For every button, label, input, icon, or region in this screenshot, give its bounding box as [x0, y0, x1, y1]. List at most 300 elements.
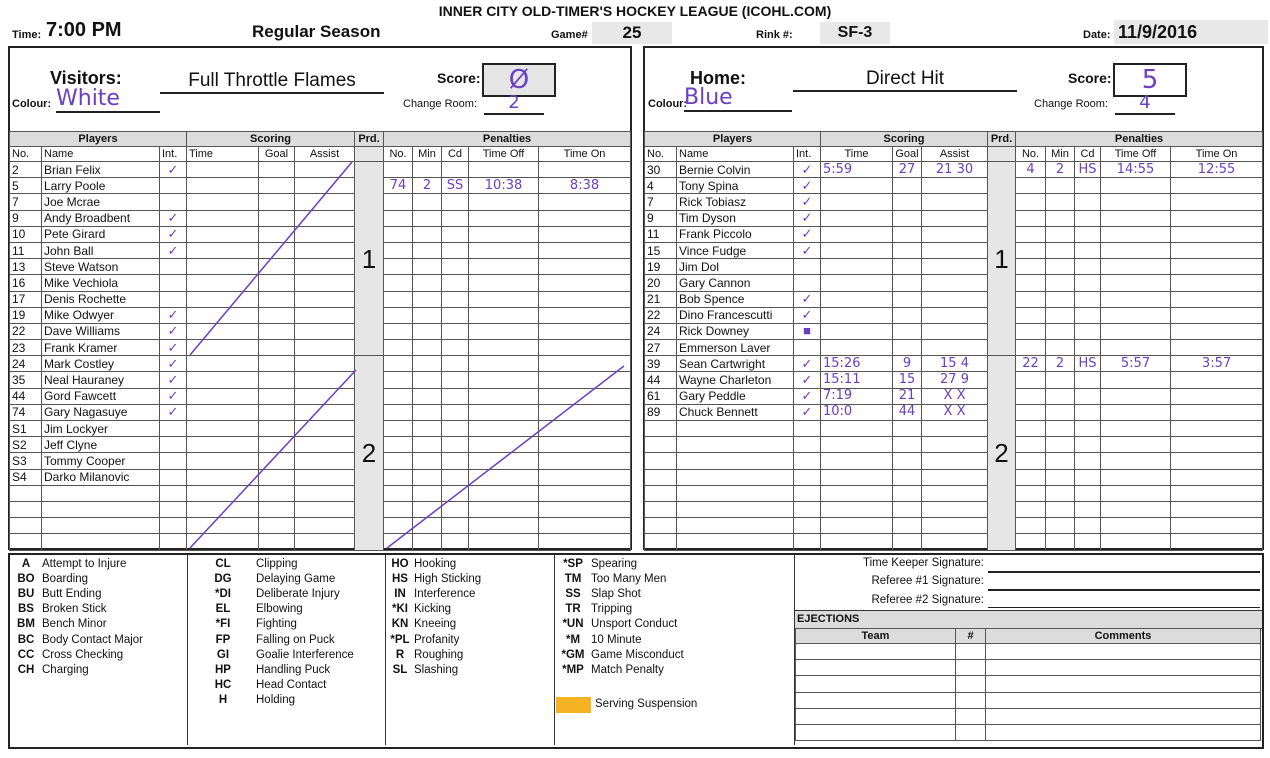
penalty-code: *UN [562, 618, 584, 631]
score-time[interactable]: 5:59 [821, 162, 893, 178]
col-name: Name [677, 147, 794, 162]
penalty-code: KN [391, 618, 409, 631]
list-item [192, 602, 384, 617]
penalty-desc: Boarding [42, 572, 89, 585]
players-header: Players [10, 132, 187, 147]
penalty-desc: Tripping [591, 603, 633, 616]
player-no: 23 [10, 340, 42, 356]
player-no: 22 [645, 307, 677, 323]
date-value: 11/9/2016 [1114, 20, 1268, 44]
player-no: S1 [10, 421, 42, 437]
prd-header: Prd. [988, 132, 1016, 147]
player-name[interactable]: Tim Dyson [677, 210, 794, 226]
visitors-label: Visitors: [50, 68, 122, 88]
ej-comment[interactable] [986, 676, 1261, 692]
pen-min[interactable]: 2 [1046, 356, 1075, 372]
penalty-code: IN [394, 587, 406, 600]
time-label: Time: [12, 29, 42, 41]
table-row [796, 708, 1261, 724]
pen-cd[interactable]: HS [1075, 162, 1101, 178]
list-item [388, 647, 552, 662]
player-no: 21 [645, 291, 677, 307]
player-name[interactable]: Bernie Colvin [677, 162, 794, 178]
list-item [557, 571, 789, 586]
list-item [12, 586, 182, 601]
player-no: 16 [10, 275, 42, 291]
ej-team[interactable] [796, 708, 956, 724]
list-item [12, 647, 182, 662]
suspension-label: Serving Suspension [595, 698, 698, 710]
player-int: ✓ [160, 388, 187, 404]
timekeeper-label: Time Keeper Signature: [862, 557, 984, 569]
player-int: ✓ [160, 323, 187, 339]
penalty-desc: Body Contact Major [42, 633, 143, 646]
score-time[interactable]: 10:0 [821, 404, 893, 420]
ref2-signature[interactable] [988, 607, 1260, 608]
score-assist[interactable]: X X [922, 388, 988, 404]
player-name[interactable]: Pete Girard [42, 226, 160, 242]
table-row [796, 676, 1261, 692]
player-name[interactable]: Bob Spence [677, 291, 794, 307]
player-name[interactable]: Gord Fawcett [42, 388, 160, 404]
penalty-code: HO [391, 557, 409, 570]
ej-team[interactable] [796, 644, 956, 660]
player-name[interactable]: Steve Watson [42, 259, 160, 275]
player-no: S4 [10, 469, 42, 485]
player-name[interactable]: Chuck Bennett [677, 404, 794, 420]
ej-comment[interactable] [986, 660, 1261, 676]
player-no: 20 [645, 275, 677, 291]
ej-comment[interactable] [986, 644, 1261, 660]
score-time[interactable]: 15:11 [821, 372, 893, 388]
penalties-header: Penalties [1016, 132, 1263, 147]
legend-col-1 [12, 556, 182, 678]
pen-time-on[interactable]: 3:57 [1171, 356, 1263, 372]
col-timeoff: Time Off [1101, 147, 1171, 162]
ej-number[interactable] [956, 644, 986, 660]
col-min: Min [413, 147, 442, 162]
penalty-desc: Hooking [414, 557, 457, 570]
player-no: 10 [10, 226, 42, 242]
player-name[interactable]: Jeff Clyne [42, 437, 160, 453]
player-name[interactable]: Brian Felix [42, 162, 160, 178]
home-team: Direct Hit [793, 68, 1017, 92]
player-name[interactable]: Neal Hauraney [42, 372, 160, 388]
penalty-code: BU [17, 587, 35, 600]
ref1-label: Referee #1 Signature: [871, 575, 984, 587]
player-name[interactable]: Rick Tobiasz [677, 194, 794, 210]
penalty-desc: Holding [256, 694, 295, 707]
game-time: 7:00 PM [46, 19, 122, 41]
strike-line [190, 370, 356, 548]
home-score-label: Score: [1068, 70, 1112, 86]
suspension-swatch [556, 697, 591, 713]
player-name[interactable]: Gary Nagasuye [42, 404, 160, 420]
player-int: ✓ [794, 307, 821, 323]
penalty-desc: Head Contact [256, 679, 327, 692]
pen-no[interactable]: 4 [1016, 162, 1046, 178]
col-pno: No. [1016, 147, 1046, 162]
period-1: 1 [988, 162, 1016, 356]
player-name[interactable]: Rick Downey [677, 323, 794, 339]
ref1-signature[interactable] [988, 589, 1260, 591]
score-time[interactable]: 7:19 [821, 388, 893, 404]
player-int: ✓ [160, 372, 187, 388]
penalty-desc: Elbowing [256, 603, 303, 616]
player-int: ✓ [794, 242, 821, 258]
list-item [192, 617, 384, 632]
score-assist[interactable]: 15 4 [922, 356, 988, 372]
period-1: 1 [355, 162, 384, 356]
list-item [12, 602, 182, 617]
player-no: 7 [645, 194, 677, 210]
ej-team[interactable] [796, 660, 956, 676]
player-no: 2 [10, 162, 42, 178]
player-int: ✓ [794, 372, 821, 388]
home-colour-label: Colour: [648, 98, 688, 110]
score-goal[interactable]: 44 [893, 404, 922, 420]
list-item [388, 602, 552, 617]
player-no: 39 [645, 356, 677, 372]
player-name[interactable]: Sean Cartwright [677, 356, 794, 372]
scoring-header: Scoring [821, 132, 988, 147]
list-item [192, 586, 384, 601]
player-name[interactable]: Jim Dol [677, 259, 794, 275]
penalty-code: EL [215, 603, 231, 616]
penalty-desc: Kicking [414, 603, 452, 616]
penalty-code: DG [214, 572, 232, 585]
list-item [557, 602, 789, 617]
penalty-desc: Falling on Puck [256, 633, 335, 646]
penalty-code: BO [17, 572, 35, 585]
legend-col-3 [388, 556, 552, 678]
player-name[interactable]: Frank Piccolo [677, 226, 794, 242]
penalties-header: Penalties [384, 132, 631, 147]
visitors-score: Ø [482, 63, 556, 97]
penalty-code: *GM [561, 648, 585, 661]
list-item [12, 571, 182, 586]
player-name[interactable]: Larry Poole [42, 178, 160, 194]
players-header: Players [645, 132, 821, 147]
penalty-desc: Delaying Game [256, 572, 336, 585]
ej-number[interactable] [956, 676, 986, 692]
rink-label: Rink #: [756, 29, 793, 41]
col-time: Time [821, 147, 893, 162]
score-goal[interactable]: 9 [893, 356, 922, 372]
player-name[interactable]: Andy Broadbent [42, 210, 160, 226]
player-name[interactable]: Gary Cannon [677, 275, 794, 291]
penalty-code: *FI [215, 618, 231, 631]
col-timeon: Time On [539, 147, 631, 162]
col-assist: Assist [922, 147, 988, 162]
table-row [796, 644, 1261, 660]
home-room: 4 [1115, 92, 1175, 115]
penalty-code: HC [214, 679, 232, 692]
player-int: ✓ [794, 210, 821, 226]
score-goal[interactable]: 27 [893, 162, 922, 178]
penalty-code: R [395, 648, 405, 661]
player-int: ✓ [794, 162, 821, 178]
list-item [557, 662, 789, 677]
penalty-desc: 10 Minute [591, 633, 642, 646]
player-name[interactable]: Dave Williams [42, 323, 160, 339]
player-name[interactable]: Gary Peddle [677, 388, 794, 404]
timekeeper-signature[interactable] [988, 571, 1260, 573]
list-item [12, 617, 182, 632]
score-assist[interactable]: 21 30 [922, 162, 988, 178]
score-assist[interactable]: X X [922, 404, 988, 420]
player-name[interactable]: Vince Fudge [677, 242, 794, 258]
list-item [388, 556, 552, 571]
score-goal[interactable]: 15 [893, 372, 922, 388]
home-room-label: Change Room: [1034, 98, 1108, 110]
scoring-header: Scoring [187, 132, 355, 147]
player-int: ✓ [794, 291, 821, 307]
list-item [192, 662, 384, 677]
player-int: ✓ [160, 307, 187, 323]
player-no: 27 [645, 340, 677, 356]
player-no: 5 [10, 178, 42, 194]
col-name: Name [42, 147, 160, 162]
penalty-code: CL [215, 557, 231, 570]
player-no: 44 [645, 372, 677, 388]
penalty-code: *DI [215, 587, 231, 600]
ej-number[interactable] [956, 660, 986, 676]
penalty-desc: Handling Puck [256, 663, 331, 676]
list-item [192, 693, 384, 708]
penalty-desc: Slashing [414, 663, 459, 676]
penalty-desc: Roughing [414, 648, 464, 661]
visitors-room-label: Change Room: [403, 98, 477, 110]
player-no: S2 [10, 437, 42, 453]
list-item [557, 647, 789, 662]
penalty-desc: Interference [414, 587, 476, 600]
col-timeon: Time On [1171, 147, 1263, 162]
player-int: ✓ [160, 242, 187, 258]
ej-number[interactable] [956, 708, 986, 724]
player-no: 15 [645, 242, 677, 258]
home-score: 5 [1113, 63, 1187, 97]
player-name[interactable]: Mike Odwyer [42, 307, 160, 323]
table-row [796, 724, 1261, 740]
player-name[interactable]: Tony Spina [677, 178, 794, 194]
strike-line [387, 366, 624, 548]
penalty-code: SL [392, 663, 408, 676]
penalty-desc: Spearing [591, 557, 638, 570]
penalty-code: FP [215, 633, 231, 646]
game-number: 25 [592, 22, 672, 44]
player-name[interactable]: Tommy Cooper [42, 453, 160, 469]
pen-cd[interactable]: SS [442, 178, 469, 194]
ref2-label: Referee #2 Signature: [871, 594, 984, 606]
legend-col-4 [557, 556, 789, 678]
strike-line [190, 162, 352, 355]
ej-number[interactable] [956, 724, 986, 740]
col-cd: Cd [1075, 147, 1101, 162]
player-no: 44 [10, 388, 42, 404]
pen-no[interactable]: 22 [1016, 356, 1046, 372]
player-int: ✓ [160, 226, 187, 242]
penalty-code: HP [215, 663, 231, 676]
list-item [192, 678, 384, 693]
player-name[interactable]: Mike Vechiola [42, 275, 160, 291]
score-assist[interactable]: 27 9 [922, 372, 988, 388]
list-item [388, 662, 552, 677]
score-time[interactable]: 15:26 [821, 356, 893, 372]
player-name[interactable]: Frank Kramer [42, 340, 160, 356]
player-no: 24 [10, 356, 42, 372]
league-title: INNER CITY OLD-TIMER'S HOCKEY LEAGUE (ICOHL.COM) [438, 3, 832, 19]
player-no: 13 [10, 259, 42, 275]
period-2: 2 [355, 356, 384, 550]
list-item [388, 617, 552, 632]
penalty-desc: Profanity [414, 633, 460, 646]
pen-min[interactable]: 2 [413, 178, 442, 194]
list-item [12, 632, 182, 647]
penalty-code: BS [18, 603, 34, 616]
penalty-code: H [218, 694, 228, 707]
list-item [192, 632, 384, 647]
penalty-desc: Clipping [256, 557, 298, 570]
prd-header: Prd. [355, 132, 384, 147]
player-name[interactable]: Jim Lockyer [42, 421, 160, 437]
player-int: ✓ [160, 210, 187, 226]
ej-team[interactable] [796, 724, 956, 740]
player-int: ✓ [794, 388, 821, 404]
pen-cd[interactable]: HS [1075, 356, 1101, 372]
penalty-desc: Butt Ending [42, 587, 102, 600]
col-min: Min [1046, 147, 1075, 162]
penalty-code: BC [17, 633, 35, 646]
list-item [192, 556, 384, 571]
ej-comments-header: Comments [986, 629, 1261, 644]
player-no: 19 [645, 259, 677, 275]
score-goal[interactable]: 21 [893, 388, 922, 404]
col-cd: Cd [442, 147, 469, 162]
player-no: 74 [10, 404, 42, 420]
visitors-colour: White [56, 86, 160, 113]
player-no: 89 [645, 404, 677, 420]
col-no: No. [10, 147, 42, 162]
player-no: 11 [10, 242, 42, 258]
pen-no[interactable]: 74 [384, 178, 413, 194]
ej-comment[interactable] [986, 724, 1261, 740]
player-name[interactable]: Darko Milanovic [42, 469, 160, 485]
penalty-code: TM [564, 572, 582, 585]
season: Regular Season [252, 22, 381, 41]
col-no: No. [645, 147, 677, 162]
penalty-desc: Fighting [256, 618, 297, 631]
list-item [557, 617, 789, 632]
player-name[interactable]: Dino Francescutti [677, 307, 794, 323]
penalty-desc: Bench Minor [42, 618, 107, 631]
col-assist: Assist [295, 147, 355, 162]
player-name[interactable]: Denis Rochette [42, 291, 160, 307]
penalty-code: CC [17, 648, 35, 661]
penalty-desc: Deliberate Injury [256, 587, 340, 600]
list-item [388, 571, 552, 586]
penalty-desc: Kneeing [414, 618, 457, 631]
table-row [796, 692, 1261, 708]
rink-value: SF-3 [820, 22, 890, 44]
ej-team[interactable] [796, 692, 956, 708]
list-item [388, 586, 552, 601]
player-no: 22 [10, 323, 42, 339]
list-item [12, 556, 182, 571]
list-item [192, 647, 384, 662]
pen-time-on[interactable]: 8:38 [539, 178, 631, 194]
player-no: 24 [645, 323, 677, 339]
ej-team[interactable] [796, 676, 956, 692]
player-no: 9 [10, 210, 42, 226]
player-no: 35 [10, 372, 42, 388]
player-int: ✓ [160, 404, 187, 420]
ej-number[interactable] [956, 692, 986, 708]
ej-comment[interactable] [986, 708, 1261, 724]
col-goal: Goal [893, 147, 922, 162]
player-no: 7 [10, 194, 42, 210]
penalty-desc: Unsport Conduct [591, 618, 678, 631]
player-int: ✓ [160, 340, 187, 356]
penalty-code: *MP [562, 663, 584, 676]
player-int: ✓ [160, 162, 187, 178]
player-int: ✓ [794, 178, 821, 194]
col-int: Int. [160, 147, 187, 162]
penalty-code: CH [17, 663, 35, 676]
player-name[interactable]: Emmerson Laver [677, 340, 794, 356]
player-name[interactable]: Joe Mcrae [42, 194, 160, 210]
list-item [557, 556, 789, 571]
list-item [557, 586, 789, 601]
list-item [557, 632, 789, 647]
visitors-room: 2 [484, 92, 544, 115]
ej-hash-header: # [956, 629, 986, 644]
game-label: Game# [551, 29, 588, 41]
col-goal: Goal [259, 147, 295, 162]
penalty-desc: Cross Checking [42, 648, 124, 661]
list-item [12, 662, 182, 677]
col-time: Time [187, 147, 259, 162]
penalty-code: SS [565, 587, 581, 600]
home-colour: Blue [684, 85, 792, 112]
penalty-code: *M [565, 633, 581, 646]
penalty-desc: Goalie Interference [256, 648, 354, 661]
player-no: 61 [645, 388, 677, 404]
player-name[interactable]: Mark Costley [42, 356, 160, 372]
penalty-desc: Attempt to Injure [42, 557, 127, 570]
penalty-code: *PL [390, 633, 410, 646]
date-label: Date: [1083, 29, 1111, 41]
penalty-code: TR [565, 603, 581, 616]
player-name[interactable]: Wayne Charleton [677, 372, 794, 388]
player-no: 4 [645, 178, 677, 194]
penalty-code: A [21, 557, 31, 570]
pen-time-off[interactable]: 14:55 [1101, 162, 1171, 178]
player-name[interactable]: John Ball [42, 242, 160, 258]
player-no: S3 [10, 453, 42, 469]
list-item [388, 632, 552, 647]
pen-time-off[interactable]: 5:57 [1101, 356, 1171, 372]
pen-time-off[interactable]: 10:38 [469, 178, 539, 194]
penalty-desc: Too Many Men [591, 572, 667, 585]
player-no: 19 [10, 307, 42, 323]
pen-time-on[interactable]: 12:55 [1171, 162, 1263, 178]
table-row [796, 660, 1261, 676]
player-no: 17 [10, 291, 42, 307]
pen-min[interactable]: 2 [1046, 162, 1075, 178]
player-no: 11 [645, 226, 677, 242]
ej-comment[interactable] [986, 692, 1261, 708]
